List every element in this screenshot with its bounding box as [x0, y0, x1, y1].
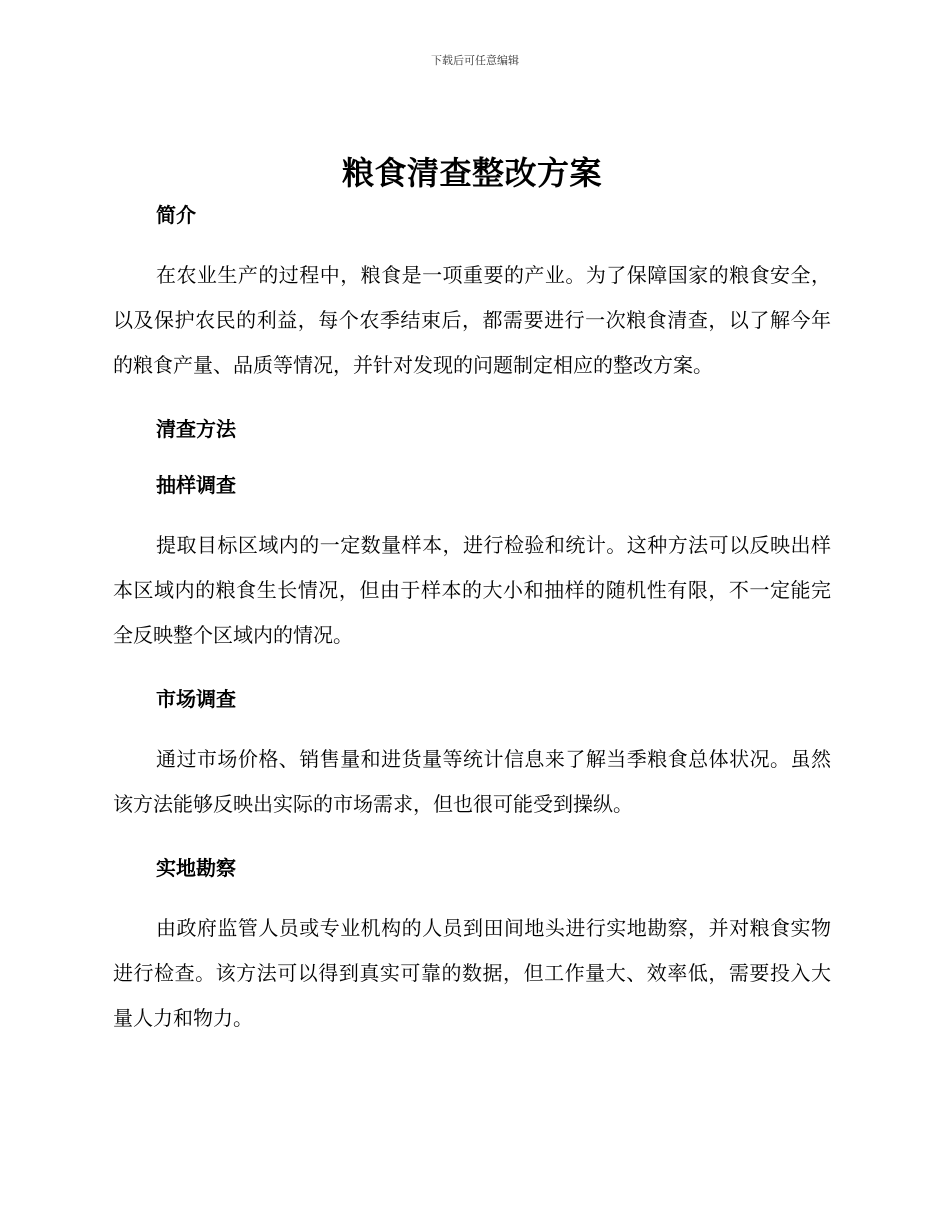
- heading-sampling: 抽样调查: [156, 473, 236, 497]
- heading-methods: 清查方法: [156, 417, 236, 441]
- document-body: [113, 148, 831, 1041]
- page-header-note: 下载后可任意编辑: [431, 54, 519, 67]
- paragraph-field: 由政府监管人员或专业机构的人员到田间地头进行实地勘察，并对粮食实物进行检查。该方法可以得到真实可靠的数据，但工作量大、效率低，需要投入大量人力和物力。: [113, 916, 831, 1030]
- heading-intro: 简介: [156, 203, 196, 227]
- paragraph-sampling: 提取目标区域内的一定数量样本，进行检验和统计。这种方法可以反映出样本区域内的粮食生长情况，但由于样本的大小和抽样的随机性有限，不一定能完全反映整个区域内的情况。: [113, 533, 831, 647]
- paragraph-market: 通过市场价格、销售量和进货量等统计信息来了解当季粮食总体状况。虽然该方法能够反映出实际的市场需求，但也很可能受到操纵。: [113, 747, 831, 816]
- heading-field: 实地勘察: [156, 856, 236, 880]
- heading-market: 市场调查: [156, 687, 236, 711]
- paragraph-intro: 在农业生产的过程中，粮食是一项重要的产业。为了保障国家的粮食安全，以及保护农民的利益，每个农季结束后，都需要进行一次粮食清查，以了解今年的粮食产量、品质等情况，并针对发现的问题制定相应的整改方案。: [113, 263, 831, 377]
- document-title: 粮食清查整改方案: [341, 154, 602, 192]
